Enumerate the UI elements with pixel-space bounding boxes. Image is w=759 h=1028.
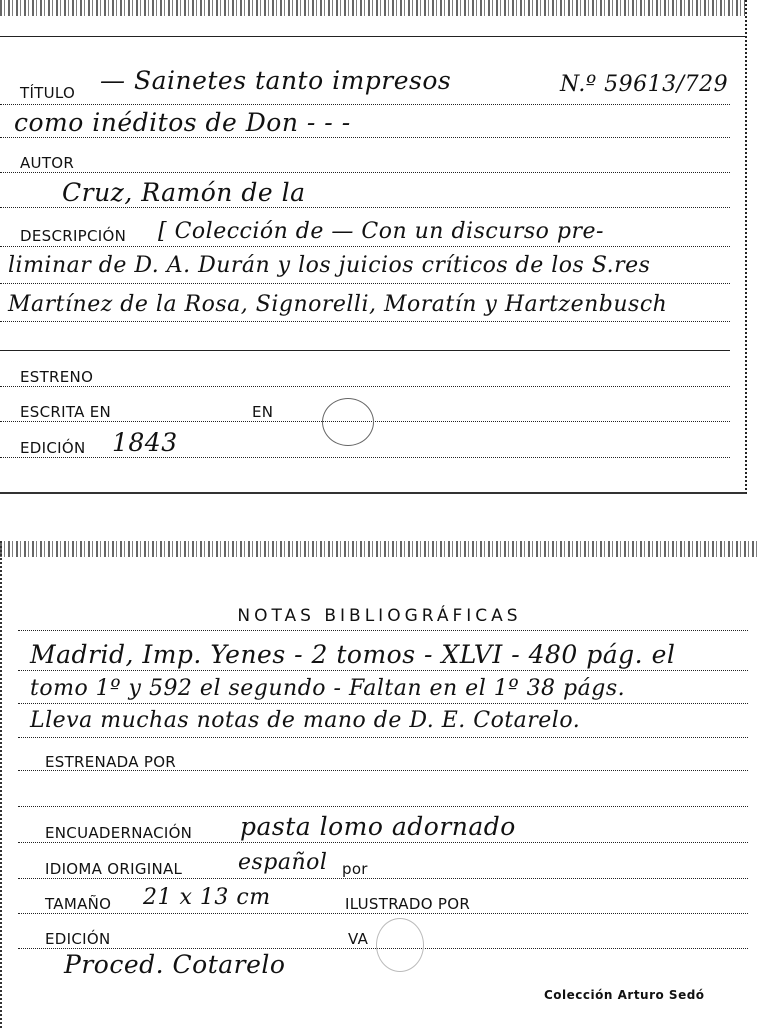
- rule: [18, 703, 748, 704]
- rule: [0, 386, 730, 387]
- rule: [0, 246, 730, 247]
- rule: [0, 207, 730, 208]
- autor-label: AUTOR: [20, 154, 75, 172]
- idioma-original-label: IDIOMA ORIGINAL: [45, 860, 183, 878]
- collection-footer: Colección Arturo Sedó: [544, 988, 705, 1002]
- notas-handwritten-line1: Madrid, Imp. Yenes - 2 tomos - XLVI - 480 pág. el: [30, 640, 676, 669]
- paper-smudge: [376, 918, 424, 972]
- estreno-label: ESTRENO: [20, 368, 94, 386]
- card-number: N.º 59613/729: [560, 72, 729, 97]
- edicion-bottom-label: EDICIÓN: [45, 930, 111, 948]
- paper-smudge: [322, 398, 374, 446]
- en-label: EN: [252, 403, 274, 421]
- ilustrado-por-label: ILUSTRADO POR: [345, 895, 471, 913]
- encuadernacion-label: ENCUADERNACIÓN: [45, 824, 193, 842]
- rule: [0, 104, 730, 105]
- va-label: VA: [348, 930, 369, 948]
- rule: [0, 321, 730, 322]
- notas-handwritten-line3: Lleva muchas notas de mano de D. E. Cotarelo.: [30, 708, 581, 733]
- proced-handwritten: Proced. Cotarelo: [64, 950, 286, 979]
- descripcion-handwritten-line2: liminar de D. A. Durán y los juicios críticos de los S.res: [8, 253, 651, 278]
- rule: [0, 137, 730, 138]
- titulo-handwritten-line2: como inéditos de Don - - -: [14, 108, 351, 137]
- escrita-en-label: ESCRITA EN: [20, 403, 112, 421]
- rule: [0, 283, 730, 284]
- tamano-handwritten: 21 x 13 cm: [143, 885, 271, 910]
- notas-bibliograficas-heading: NOTAS BIBLIOGRÁFICAS: [237, 606, 522, 626]
- edicion-handwritten: 1843: [112, 428, 178, 457]
- notas-handwritten-line2: tomo 1º y 592 el segundo - Faltan en el 1º 38 págs.: [30, 676, 626, 701]
- titulo-handwritten: — Sainetes tanto impresos: [100, 66, 452, 95]
- rule: [18, 770, 748, 771]
- rule: [18, 670, 748, 671]
- rule: [18, 737, 748, 738]
- rule: [18, 842, 748, 843]
- rule: [18, 913, 748, 914]
- rule: [18, 806, 748, 807]
- tamano-label: TAMAÑO: [45, 895, 112, 913]
- rule: [0, 457, 730, 458]
- rule: [18, 878, 748, 879]
- rule: [18, 630, 748, 631]
- por-label: por: [342, 860, 368, 878]
- rule: [0, 172, 730, 173]
- titulo-label: TÍTULO: [20, 84, 76, 102]
- torn-edge-top: [0, 0, 745, 16]
- torn-edge-bottom: [0, 541, 759, 557]
- edicion-label: EDICIÓN: [20, 439, 86, 457]
- card-top-border: [0, 36, 745, 37]
- autor-handwritten: Cruz, Ramón de la: [62, 178, 306, 207]
- descripcion-handwritten-line3: Martínez de la Rosa, Signorelli, Moratín y Hartzenbusch: [8, 292, 668, 317]
- descripcion-handwritten: [ Colección de — Con un discurso pre-: [158, 219, 604, 244]
- encuadernacion-handwritten: pasta lomo adornado: [240, 812, 516, 841]
- estrenada-por-label: ESTRENADA POR: [45, 753, 177, 771]
- descripcion-label: DESCRIPCIÓN: [20, 227, 127, 245]
- rule: [0, 350, 730, 351]
- idioma-handwritten: español: [238, 850, 328, 875]
